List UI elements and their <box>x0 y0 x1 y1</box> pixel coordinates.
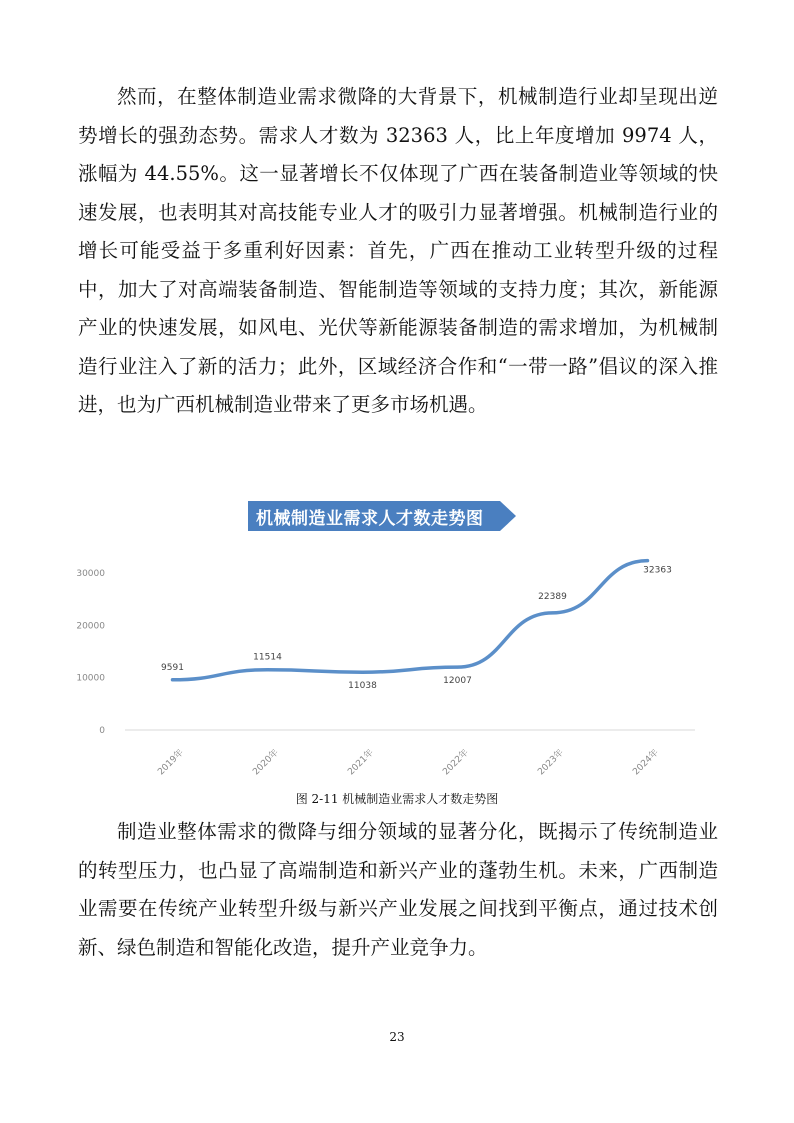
data-label: 22389 <box>538 591 567 602</box>
y-tick-label: 10000 <box>76 673 105 684</box>
x-tick-label: 2023年 <box>536 747 566 778</box>
y-tick-label: 0 <box>99 726 105 736</box>
page-number: 23 <box>389 1030 405 1044</box>
body-paragraph-2: 制造业整体需求的微降与细分领域的显著分化，既揭示了传统制造业的转型压力，也凸显了高端制造和新兴产业的蓬勃生机。未来，广西制造业需要在传统产业转型升级与新兴产业发展之间找到平衡点，通过技术创新、绿色制造和智能化改造，提升产业竞争力。 <box>78 820 718 959</box>
y-tick-label: 20000 <box>76 621 105 632</box>
data-point <box>646 559 649 562</box>
x-tick-label: 2022年 <box>441 747 471 778</box>
figure-caption: 图 2-11 机械制造业需求人才数走势图 <box>295 792 499 806</box>
x-tick-label: 2024年 <box>631 747 661 778</box>
chart-title-banner <box>248 501 516 531</box>
x-tick-label: 2021年 <box>346 747 376 778</box>
chart-title: 机械制造业需求人才数走势图 <box>256 509 484 529</box>
data-label: 32363 <box>643 565 672 576</box>
x-tick-label: 2019年 <box>156 747 186 778</box>
data-point <box>171 678 174 681</box>
data-point <box>266 668 269 671</box>
data-label: 12007 <box>443 676 472 687</box>
data-label: 11038 <box>348 681 377 692</box>
data-point <box>361 671 364 674</box>
data-point <box>456 666 459 669</box>
body-paragraph-1: 然而，在整体制造业需求微降的大背景下，机械制造行业却呈现出逆势增长的强劲态势。需求人才数为 32363 人，比上年度增加 9974 人，涨幅为 44.55%。这一显著增长不仅体现了广西在装备制造业等领域的快速发展，也表明其对高技能专业人才的吸引力显著增强。机械制造行业的增长可能受益于多重利好因素：首先，广西在推动工业转型升级的过程中，加大了对高端装备制造、智能制造等领域的支持力度；其次，新能源产业的快速发展，如风电、光伏等新能源装备制造的需求增加，为机械制造行业注入了新的活力；此外，区域经济合作和“一带一路”倡议的深入推进，也为广西机械制造业带来了更多市场机遇。 <box>78 85 718 416</box>
data-point <box>551 611 554 614</box>
line-chart <box>70 540 710 780</box>
data-label: 9591 <box>161 662 184 673</box>
data-label: 11514 <box>253 652 282 663</box>
series-line <box>173 561 648 680</box>
y-tick-label: 30000 <box>76 569 105 579</box>
x-tick-label: 2020年 <box>251 747 281 778</box>
